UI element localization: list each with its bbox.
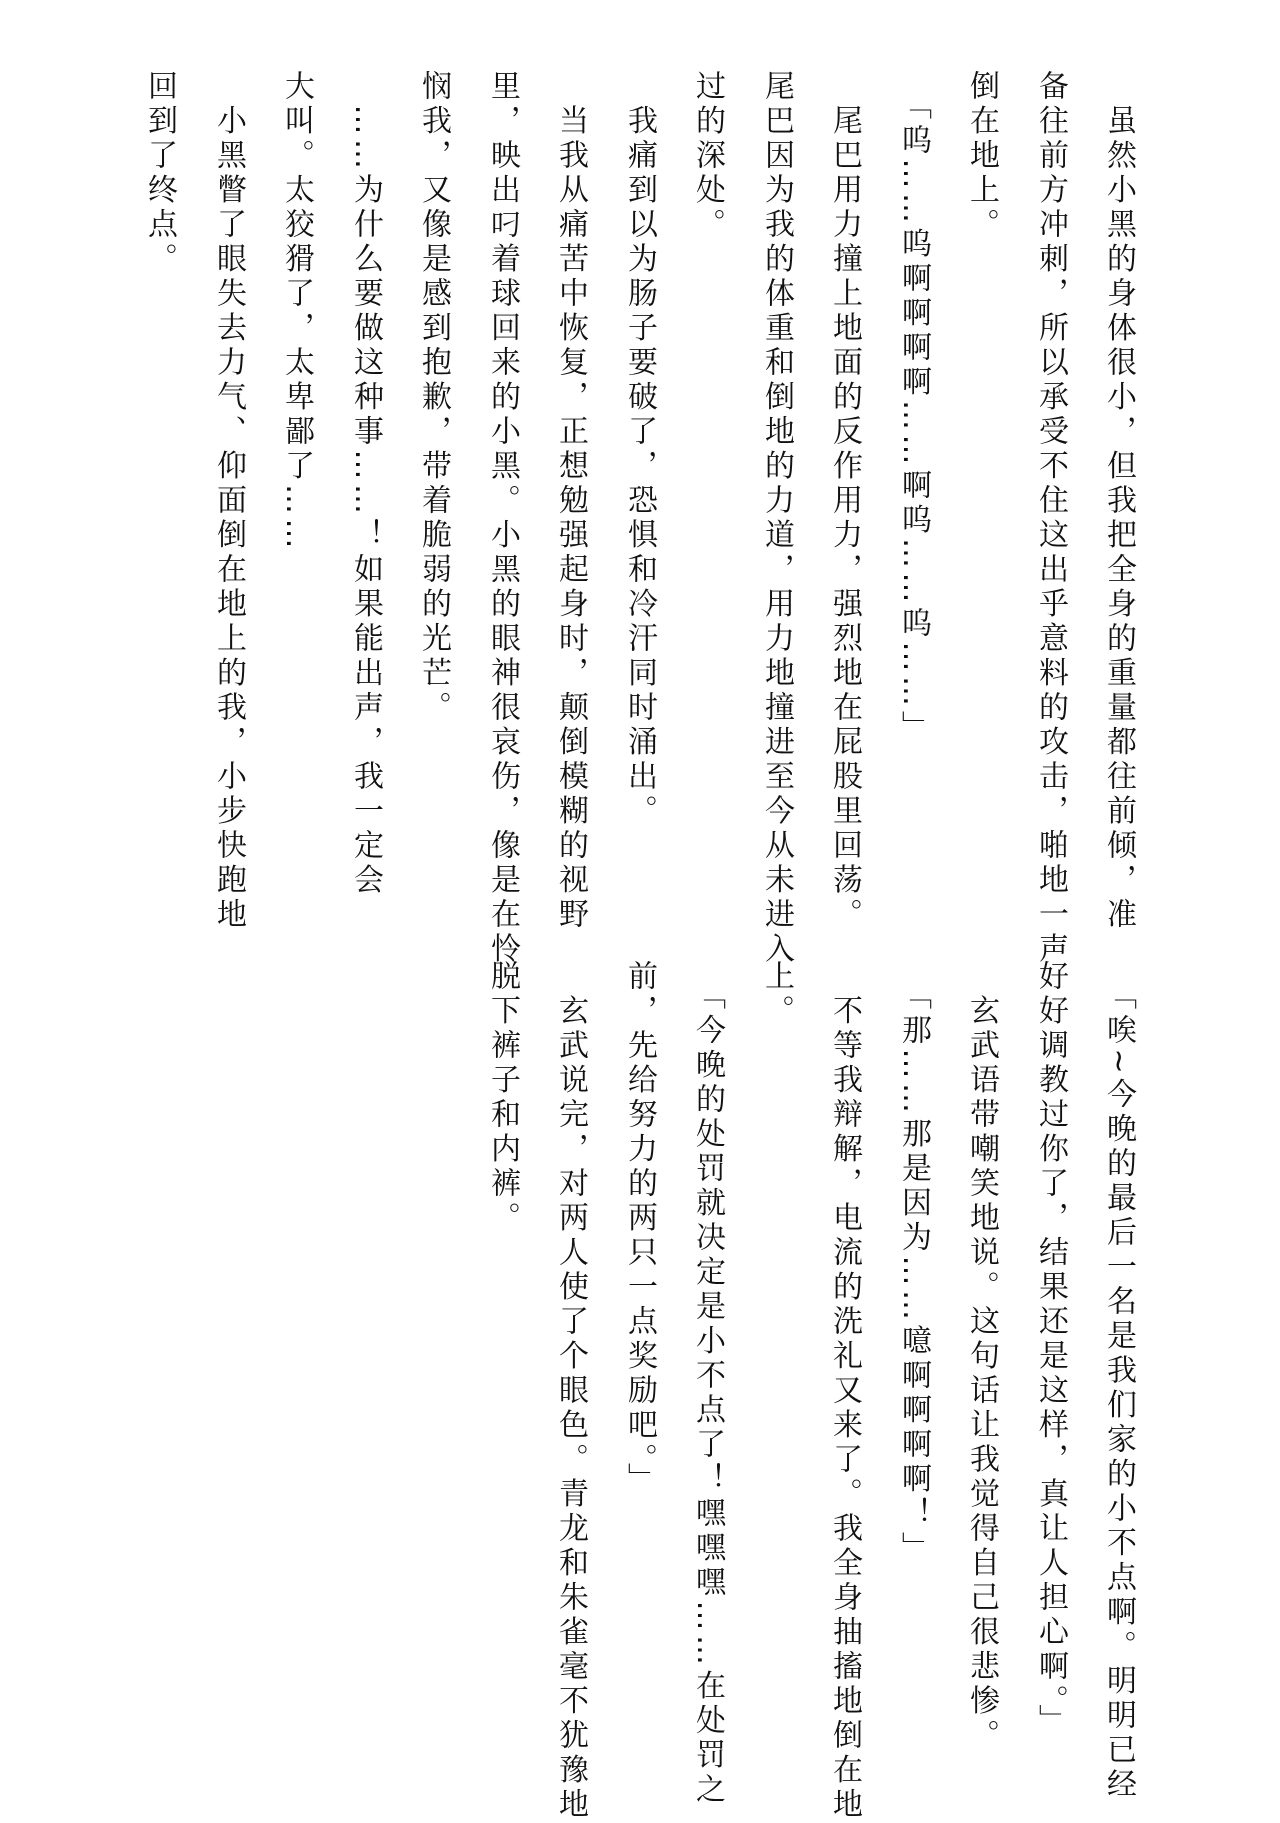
text-column: 大叫。太狡猾了，太卑鄙了……	[279, 70, 314, 553]
text-column: 虽然小黑的身体很小，但我把全身的重量都往前倾，准	[1101, 70, 1136, 933]
text-column: 备往前方冲刺，所以承受不住这出乎意料的攻击，啪地一声	[1033, 70, 1068, 967]
text-column: 前，先给努力的两只一点奖励吧。」	[622, 960, 657, 1497]
text-column: 玄武语带嘲笑地说。这句话让我觉得自己很悲惨。	[964, 960, 999, 1754]
text-column: 「今晚的处罚就决定是小不点了！嘿嘿嘿……在处罚之	[690, 960, 725, 1808]
text-column: 尾巴因为我的体重和倒地的力道，用力地撞进至今从未进入	[759, 70, 794, 967]
text-column: 不等我辩解，电流的洗礼又来了。我全身抽搐地倒在地	[827, 960, 862, 1823]
text-column: 玄武说完，对两人使了个眼色。青龙和朱雀毫不犹豫地	[553, 960, 588, 1823]
text-column: 小黑瞥了眼失去力气、仰面倒在地上的我，小步快跑地	[211, 70, 246, 933]
text-column: 「那……那是因为……噫啊啊啊啊！」	[896, 960, 931, 1566]
text-column: 悯我，又像是感到抱歉，带着脆弱的光芒。	[416, 70, 451, 726]
text-column: 里，映出叼着球回来的小黑。小黑的眼神很哀伤，像是在怜	[485, 70, 520, 967]
text-column: 「呜……呜啊啊啊啊……啊呜……呜……」	[896, 70, 931, 745]
text-column: ……为什么要做这种事……！如果能出声，我一定会	[348, 70, 383, 898]
text-column: 过的深处。	[690, 70, 725, 243]
text-column: 倒在地上。	[964, 70, 999, 243]
text-column: 当我从痛苦中恢复，正想勉强起身时，颠倒模糊的视野	[553, 70, 588, 933]
text-column: 我痛到以为肠子要破了，恐惧和冷汗同时涌出。	[622, 70, 657, 829]
text-column: 好好调教过你了，结果还是这样，真让人担心啊。」	[1033, 960, 1068, 1739]
text-column: 脱下裤子和内裤。	[485, 960, 520, 1236]
text-column: 尾巴用力撞上地面的反作用力，强烈地在屁股里回荡。	[827, 70, 862, 933]
text-column: 回到了终点。	[142, 70, 177, 277]
text-column: 「唉~今晚的最后一名是我们家的小不点啊。明明已经	[1101, 960, 1136, 1803]
text-column: 上。	[759, 960, 794, 1029]
